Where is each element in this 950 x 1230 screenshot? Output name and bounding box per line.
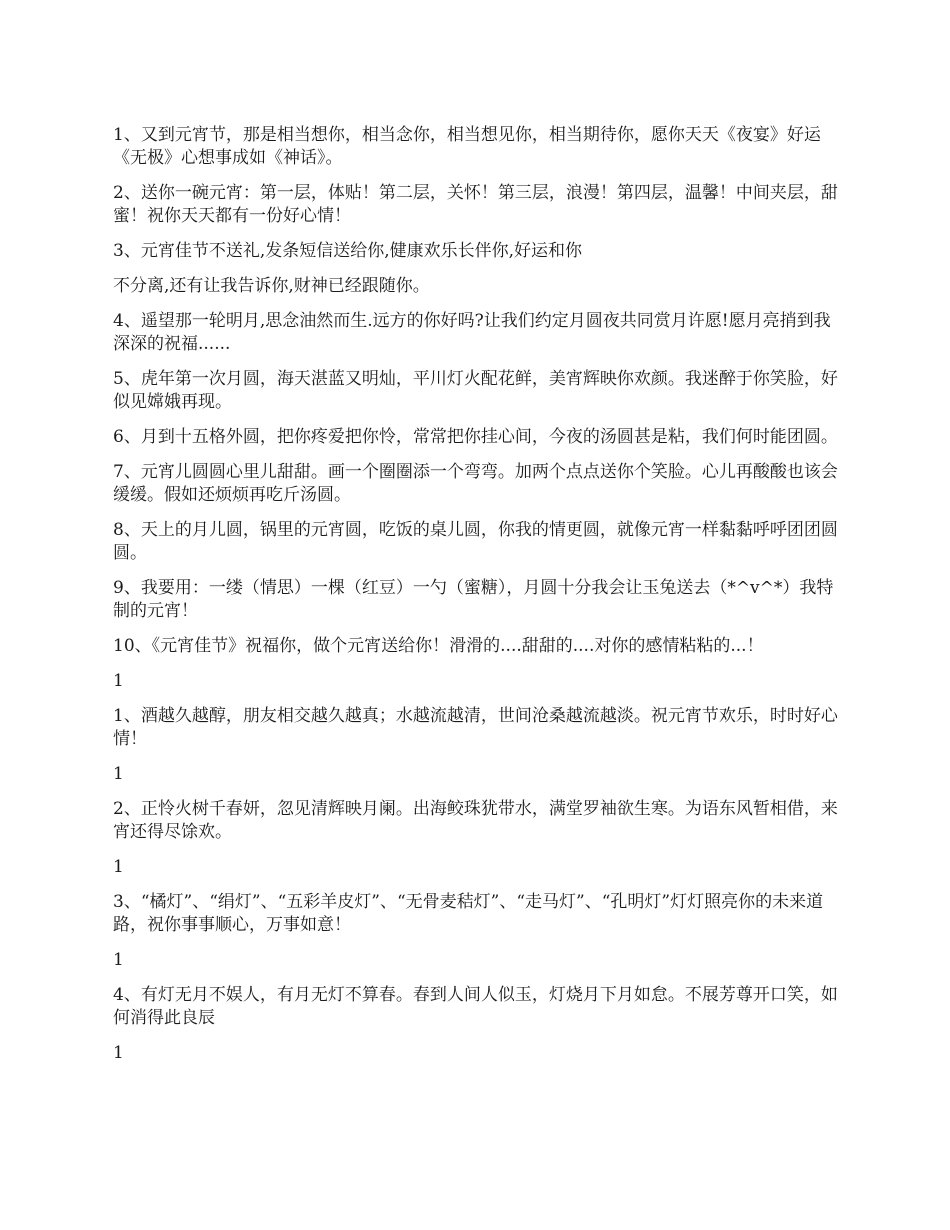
document-body	[113, 124, 843, 1077]
page-number-marker: 1	[113, 671, 124, 691]
paragraph: 2、正怜火树千春妍，忽见清辉映月阑。出海鲛珠犹带水，满堂罗袖欲生寒。为语东风暂相借，来宵还得尽馀欢。	[113, 799, 838, 842]
paragraph: 4、遥望那一轮明月,思念油然而生.远方的你好吗?让我们约定月圆夜共同赏月许愿!愿月亮捎到我深深的祝福......	[113, 311, 831, 354]
paragraph: 10、《元宵佳节》祝福你，做个元宵送给你！滑滑的....甜甜的....对你的感情粘粘的...！	[113, 636, 764, 656]
paragraph: 不分离,还有让我告诉你,财神已经跟随你。	[113, 276, 430, 296]
paragraph: 6、月到十五格外圆，把你疼爱把你怜，常常把你挂心间，今夜的汤圆甚是粘，我们何时能团圆。	[113, 427, 838, 447]
paragraph: 4、有灯无月不娱人，有月无灯不算春。春到人间人似玉，灯烧月下月如怠。不展芳尊开口笑，如何消得此良辰	[113, 985, 838, 1028]
paragraph: 1、又到元宵节，那是相当想你，相当念你，相当想见你，相当期待你，愿你天天《夜宴》好运《无极》心想事成如《神话》。	[113, 125, 821, 168]
paragraph: 5、虎年第一次月圆，海天湛蓝又明灿，平川灯火配花鲜，美宵辉映你欢颜。我迷醉于你笑脸，好似见嫦娥再现。	[113, 369, 838, 412]
page-number-marker: 1	[113, 1043, 124, 1063]
paragraph: 1、酒越久越醇，朋友相交越久越真；水越流越清，世间沧桑越流越淡。祝元宵节欢乐，时时好心情！	[113, 706, 838, 749]
paragraph: 7、元宵儿圆圆心里儿甜甜。画一个圈圈添一个弯弯。加两个点点送你个笑脸。心儿再酸酸也该会缓缓。假如还烦烦再吃斤汤圆。	[113, 462, 838, 505]
page-number-marker: 1	[113, 950, 124, 970]
paragraph: 8、天上的月儿圆，锅里的元宵圆，吃饭的桌儿圆，你我的情更圆，就像元宵一样黏黏呼呼团团圆圆。	[113, 520, 838, 563]
paragraph: 2、送你一碗元宵：第一层，体贴！第二层，关怀！第三层，浪漫！第四层，温馨！中间夹层，甜蜜！祝你天天都有一份好心情！	[113, 183, 838, 226]
page-number-marker: 1	[113, 764, 124, 784]
paragraph: 3、“橘灯”、“绢灯”、“五彩羊皮灯”、“无骨麦秸灯”、“走马灯”、“孔明灯”灯灯照亮你的未来道路，祝你事事顺心，万事如意！	[113, 892, 824, 935]
paragraph: 9、我要用：一缕（情思）一棵（红豆）一勺（蜜糖），月圆十分我会让玉兔送去（*^v^*）我特制的元宵！	[113, 578, 834, 621]
paragraph: 3、元宵佳节不送礼,发条短信送给你,健康欢乐长伴你,好运和你	[113, 241, 583, 261]
page-number-marker: 1	[113, 857, 124, 877]
